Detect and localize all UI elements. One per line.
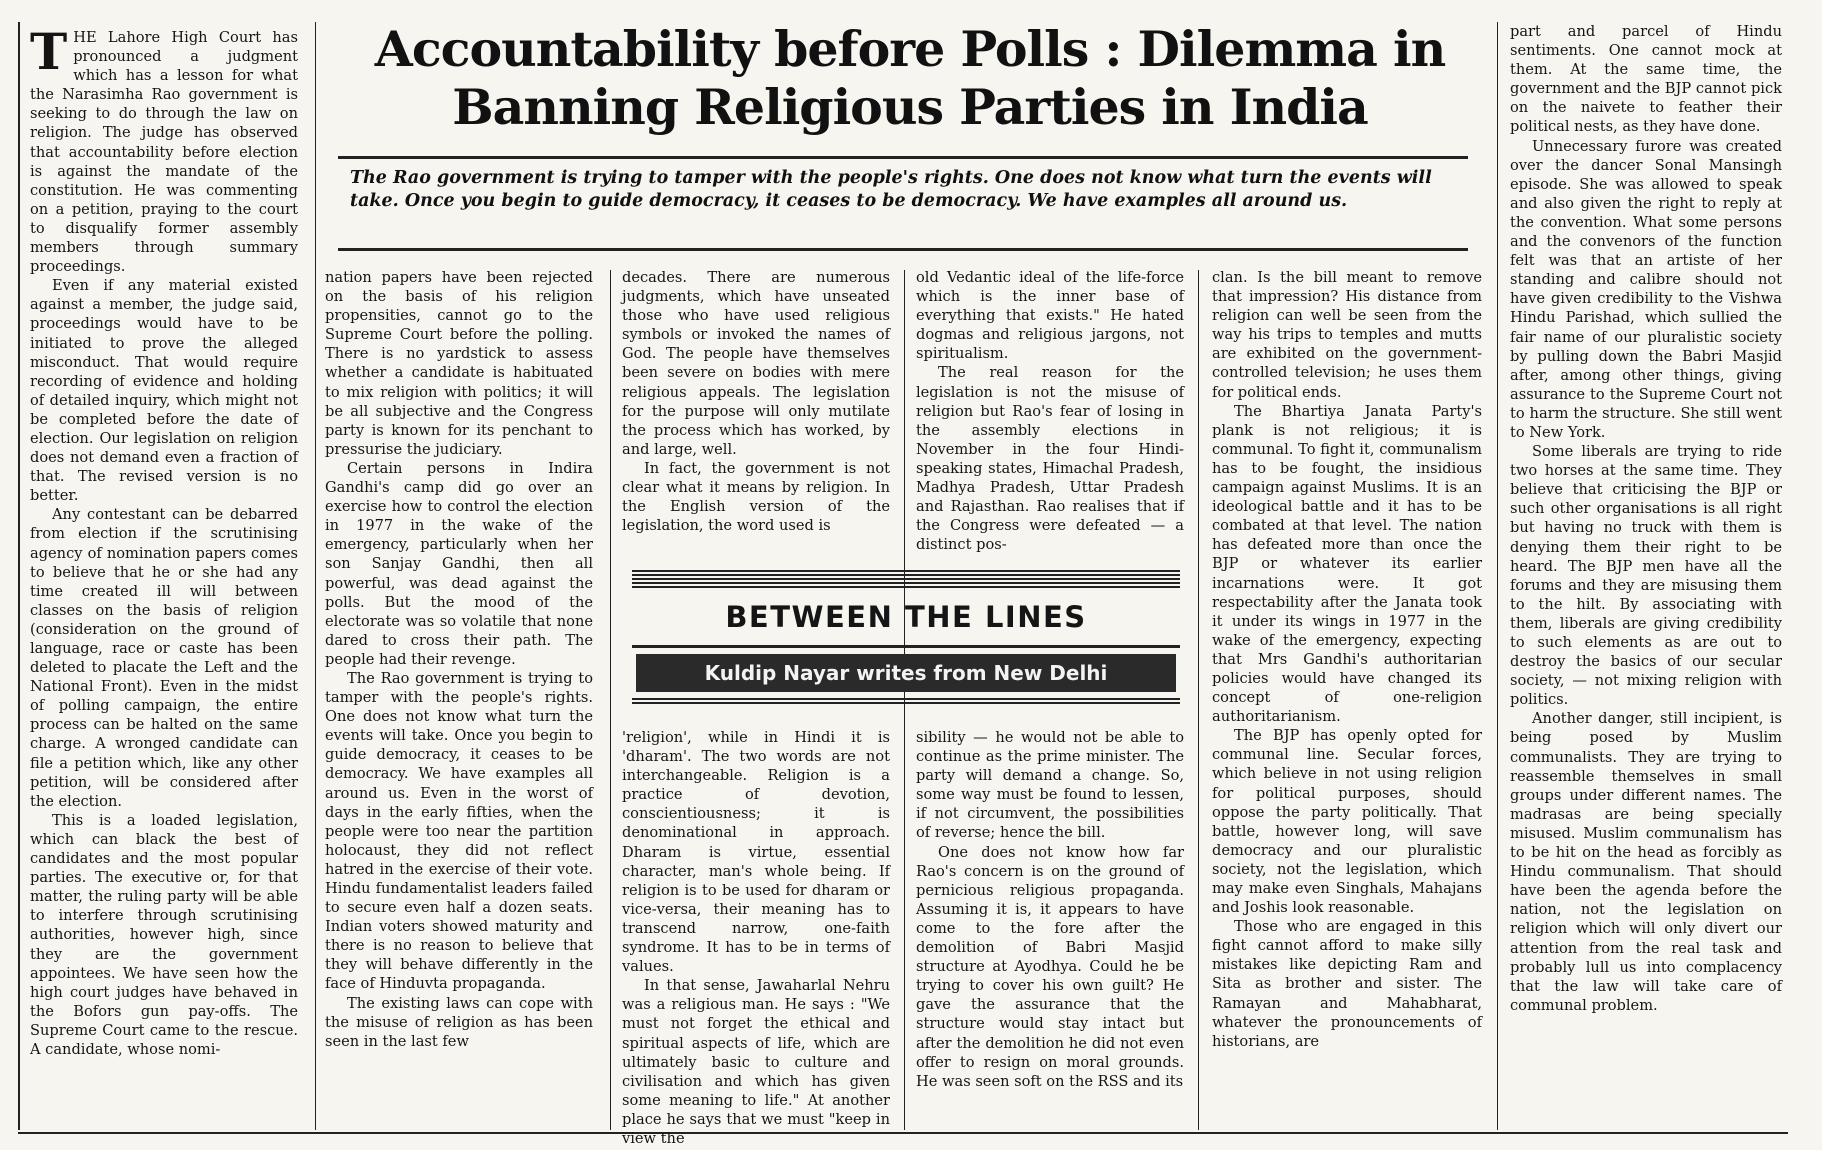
drop-cap: T [30, 22, 68, 81]
deck-top-rule [338, 156, 1468, 159]
decorative-rules [632, 570, 1180, 590]
paragraph: The Rao government is trying to tamper with the people's rights. One does not know what turn the events will take. Once you begin to guide democracy, it ceases to be democracy. We have examples all around us. Even in the worst of days in the early fifties, when the people were too near the partition holocaust, they did not reflect hatred in the exercise of their vote. Hindu fundamentalist leaders failed to secure even half a dozen seats. Indian voters showed maturity and there is no reason to believe that they will behave differently in the face of Hinduvta propaganda. [325, 669, 593, 993]
paragraph: The BJP has openly opted for communal line. Secular forces, which believe in not using religion for political purposes, should oppose the party politically. That battle, however long, will save democracy and our pluralistic society, not the legislation, which may make even Singhals, Mahajans and Joshis look reasonable. [1212, 727, 1482, 917]
paragraph: The Bhartiya Janata Party's plank is not religious; it is communal. To fight it, communalism has to be fought, the insidious campaign against Muslims. It is an ideological battle and it has to be combated at that level. The nation has defeated more than once the BJP or whatever its earlier incarnations were. It got respectability after the Janata took it under its wings in 1977 in the wake of the emergency, expecting that Mrs Gandhi's authoritarian policies would have changed its concept of one-religion authoritarianism. [1212, 402, 1482, 726]
paragraph: Even if any material existed against a member, the judge said, proceedings would have to be initiated to prove the alleged misconduct. That would require recording of evidence and holding of detailed inquiry, which might not be completed before the date of election. Our legislation on religion does not demand even a fraction of that. The revised version is no better. [30, 277, 298, 505]
headline-line-2: Banning Religious Parties in India [452, 78, 1368, 136]
paragraph: One does not know how far Rao's concern is on the ground of pernicious religious propaganda. Assuming it is, it appears to have come to the fore after the demolition of Babri Masjid structure at Ayodhya. Could he be trying to cover his own guilt? He gave the assurance that the structure would stay intact but after the demolition he did not even offer to resign on moral grounds. He was seen soft on the RSS and its [916, 843, 1184, 1090]
column-3-top [622, 268, 890, 560]
column-rule [315, 22, 316, 1130]
paragraph: part and parcel of Hindu sentiments. One cannot mock at them. At the same time, the government and the BJP cannot pick on the naivete to feather their political nests, as they have done. [1510, 23, 1782, 136]
paragraph: nation papers have been rejected on the basis of his religion propensities, cannot go to the Supreme Court before the polling. There is no yardstick to assess whether a candidate is habituated to mix religion with politics; it will be all subjective and the Congress party is known for its penchant to pressurise the judiciary. [325, 269, 593, 458]
divider [632, 645, 1180, 648]
left-border-rule [18, 22, 20, 1130]
paragraph: The real reason for the legislation is not the misuse of religion but Rao's fear of losing in the assembly elections in November in the four Hindi-speaking states, Himachal Pradesh, Madhya Pradesh, Uttar Pradesh and Rajasthan. Rao realises that if the Congress were defeated — a distinct pos- [916, 364, 1184, 554]
deck-bottom-rule [338, 248, 1468, 251]
headline [320, 20, 1500, 136]
paragraph: old Vedantic ideal of the life-force which is the inner base of everything that exists." He hated dogmas and religious jargons, not spiritualism. [916, 269, 1184, 363]
column-6 [1510, 22, 1782, 1130]
column-label: BETWEEN THE LINES [725, 600, 1087, 634]
paragraph: Any contestant can be debarred from election if the scrutinising agency of nomination papers comes to believe that he or she had any time created ill will between classes on the basis of religion (consideration on the ground of language, race or caste has been deleted to placate the Left and the National Front). Even in the midst of polling campaign, the entire process can be halted on the same charge. A wronged candidate can file a petition which, like any other petition, will be considered after the election. [30, 506, 298, 810]
column-4-bottom [916, 728, 1184, 1130]
column-5 [1212, 268, 1482, 1130]
column-rule [1198, 270, 1199, 1130]
bottom-border-rule [18, 1132, 1788, 1134]
paragraph: sibility — he would not be able to continue as the prime minister. The party will demand a change. So, some way must be found to lessen, if not circumvent, the possibilities of reverse; hence the bill. [916, 729, 1184, 842]
deck-subheading: The Rao government is trying to tamper with the people's rights. One does not know what turn the events will take. Once you begin to guide democracy, it ceases to be democracy. We have examples all around us. [350, 168, 1432, 211]
byline: Kuldip Nayar writes from New Delhi [636, 654, 1176, 692]
paragraph: Those who are engaged in this fight cannot afford to make silly mistakes like depicting Ram and Sita as brother and sister. The Ramayan and Mahabharat, whatever the pronouncements of historians, are [1212, 918, 1482, 1050]
column-4-top [916, 268, 1184, 560]
paragraph: This is a loaded legislation, which can black the best of candidates and the most popular parties. The executive or, for that matter, the ruling party will be able to interfere through scrutinising authorities, however high, since they are the government appointees. We have seen how the high court judges have behaved in the Bofors gun pay-offs. The Supreme Court came to the rescue. A candidate, whose nomi- [30, 811, 298, 1058]
paragraph: In that sense, Jawaharlal Nehru was a religious man. He says : "We must not forget the ethical and spiritual aspects of life, which are ultimately basic to culture and civilisation and which has given some meaning to life." At another place he says that we must "keep in view the [622, 977, 890, 1147]
paragraph: Certain persons in Indira Gandhi's camp did go over an exercise how to control the election in 1977 in the wake of the emergency, particularly when her son Sanjay Gandhi, then all powerful, was dead against the polls. But the mood of the electorate was so volatile that none dared to cross their path. The people had their revenge. [325, 459, 593, 668]
paragraph: The existing laws can cope with the misuse of religion as has been seen in the last few [325, 994, 593, 1050]
column-rule [610, 270, 611, 1130]
column-2 [325, 268, 593, 1130]
paragraph [30, 22, 298, 276]
paragraph-text: HE Lahore High Court has pronounced a judgment which has a lesson for what the Narasimha Rao government is seeking to do through the law on religion. The judge has observed that accountability before election is against the mandate of the constitution. He was commenting on a petition, praying to the court to disqualify former assembly members through summary proceedings. [30, 29, 298, 276]
paragraph: Unnecessary furore was created over the dancer Sonal Mansingh episode. She was allowed to speak and also given the right to reply at the convention. What some persons and the convenors of the function felt was that an artiste of her standing and calibre should not have given credibility to the Vishwa Hindu Parishad, which sullied the fair name of our pluralistic society by pulling down the Babri Masjid after, among other things, giving assurance to the Supreme Court not to harm the structure. She still went to New York. [1510, 137, 1782, 441]
column-3-bottom [622, 728, 890, 1147]
paragraph: In fact, the government is not clear what it means by religion. In the English version of the legislation, the word used is [622, 459, 890, 535]
paragraph: Another danger, still incipient, is being posed by Muslim communalists. They are trying to reassemble themselves in small groups under different names. The madrasas are being specially misused. Muslim communalism has to be hit on the head as forcibly as Hindu communalism. That should have been the agenda before the nation, not the legislation on religion which will only divert our attention from the real task and probably lull us into complacency that the law will take care of communal problem. [1510, 710, 1782, 1014]
paragraph: 'religion', while in Hindi it is 'dharam'. The two words are not interchangeable. Religion is a practice of devotion, conscientiousness; it is denominational in approach. Dharam is virtue, essential character, man's whole being. If religion is to be used for dharam or vice-versa, their meaning has to transcend narrow, one-faith syndrome. It has to be in terms of values. [622, 729, 890, 976]
decorative-rules [632, 698, 1180, 706]
column-logo-box [632, 570, 1180, 720]
column-rule [1497, 22, 1498, 1130]
column-1 [30, 22, 298, 1130]
headline-line-1: Accountability before Polls : Dilemma in [374, 20, 1446, 78]
paragraph: Some liberals are trying to ride two horses at the same time. They believe that criticising the BJP or such other organisations is all right but having no truck with them is denying them their right to be heard. The BJP men have all the forums and they are misusing them to the hilt. By associating with them, liberals are giving credibility to such elements as are out to destroy the basics of our secular society, — not mixing religion with politics. [1510, 443, 1782, 709]
paragraph: decades. There are numerous judgments, which have unseated those who have used religious symbols or invoked the names of God. The people have themselves been severe on bodies with mere religious appeals. The legislation for the purpose will only mutilate the process which has worked, by and large, well. [622, 269, 890, 458]
paragraph: clan. Is the bill meant to remove that impression? His distance from religion can well be seen from the way his trips to temples and mutts are exhibited on the government-controlled television; he uses them for political ends. [1212, 269, 1482, 401]
